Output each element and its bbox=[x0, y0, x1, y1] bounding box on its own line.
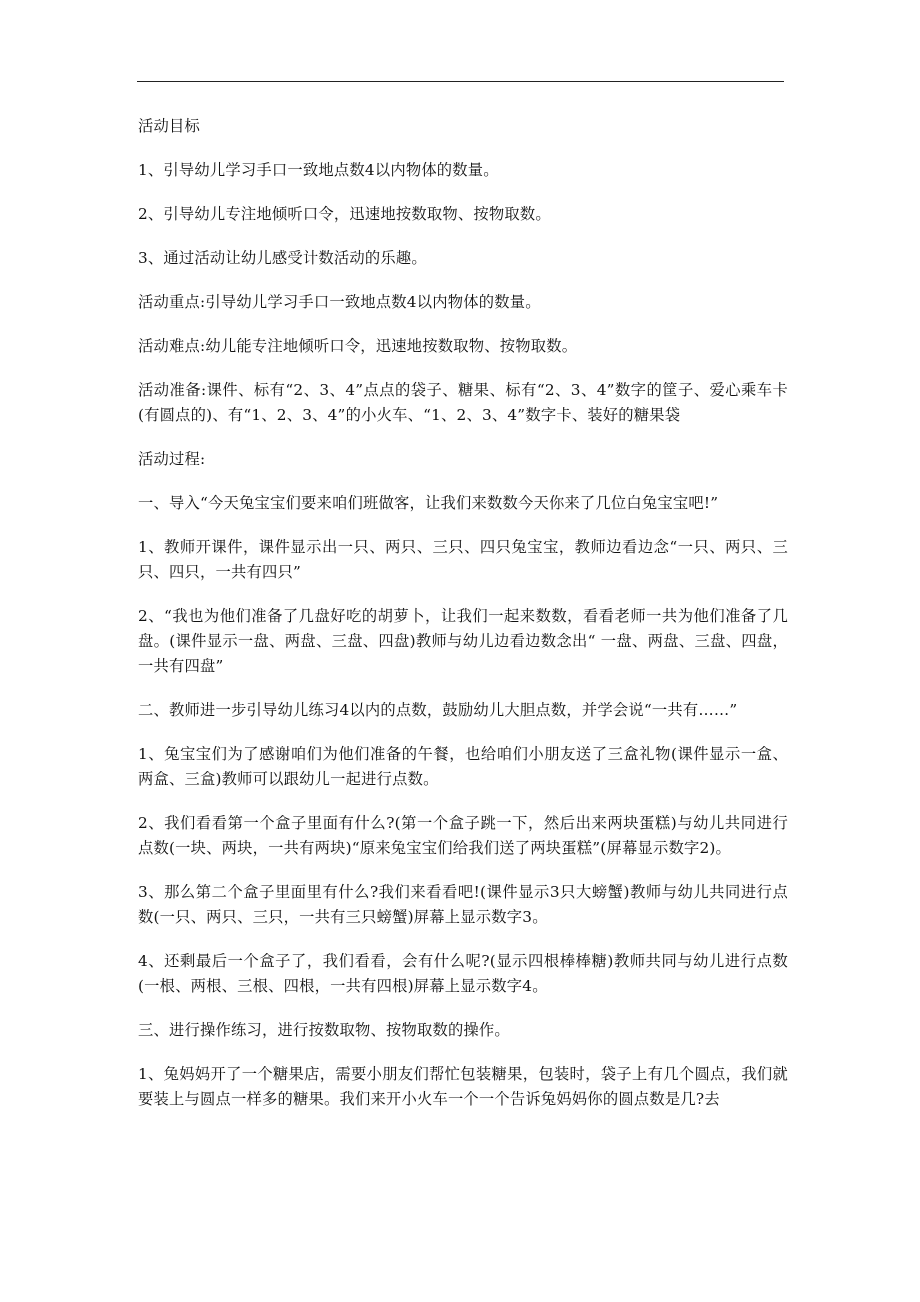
document-body bbox=[138, 114, 788, 1131]
process-step-2-3: 3、那么第二个盒子里面里有什么?我们来看看吧!(课件显示3只大螃蟹)教师与幼儿共同进行点数(一只、两只、三只，一共有三只螃蟹)屏幕上显示数字3。 bbox=[138, 883, 788, 926]
process-step-2-2: 2、我们看看第一个盒子里面有什么?(第一个盒子跳一下，然后出来两块蛋糕)与幼儿共同进行点数(一块、两块，一共有两块)“原来兔宝宝们给我们送了两块蛋糕”(屏幕显示数字2)。 bbox=[138, 814, 788, 857]
section-heading-goals: 活动目标 bbox=[138, 117, 200, 135]
process-step-3-1: 1、兔妈妈开了一个糖果店，需要小朋友们帮忙包装糖果，包装时，袋子上有几个圆点，我们就要装上与圆点一样多的糖果。我们来开小火车一个一个告诉兔妈妈你的圆点数是几?去 bbox=[138, 1065, 788, 1108]
goal-item-2: 2、引导幼儿专注地倾听口令，迅速地按数取物、按物取数。 bbox=[138, 205, 551, 223]
activity-difficulty: 活动难点:幼儿能专注地倾听口令，迅速地按数取物、按物取数。 bbox=[138, 337, 578, 355]
process-step-2-1: 1、兔宝宝们为了感谢咱们为他们准备的午餐，也给咱们小朋友送了三盒礼物(课件显示一盒、两盒、三盒)教师可以跟幼儿一起进行点数。 bbox=[138, 745, 788, 788]
process-part-1: 一、导入“今天兔宝宝们要来咱们班做客，让我们来数数今天你来了几位白兔宝宝吧!” bbox=[138, 494, 719, 512]
process-step-2-4: 4、还剩最后一个盒子了，我们看看，会有什么呢?(显示四根棒棒糖)教师共同与幼儿进行点数(一根、两根、三根、四根，一共有四根)屏幕上显示数字4。 bbox=[138, 952, 788, 995]
header-rule bbox=[137, 81, 784, 82]
goal-item-3: 3、通过活动让幼儿感受计数活动的乐趣。 bbox=[138, 249, 427, 267]
process-part-3: 三、进行操作练习，进行按数取物、按物取数的操作。 bbox=[138, 1021, 510, 1039]
process-step-1-2: 2、“我也为他们准备了几盘好吃的胡萝卜，让我们一起来数数，看看老师一共为他们准备了几盘。(课件显示一盘、两盘、三盘、四盘)教师与幼儿边看边数念出“ 一盘、两盘、三盘、四盘，一共有四盘” bbox=[138, 607, 788, 675]
activity-focus: 活动重点:引导幼儿学习手口一致地点数4以内物体的数量。 bbox=[138, 293, 541, 311]
process-part-2: 二、教师进一步引导幼儿练习4以内的点数，鼓励幼儿大胆点数，并学会说“一共有……” bbox=[138, 701, 738, 719]
goal-item-1: 1、引导幼儿学习手口一致地点数4以内物体的数量。 bbox=[138, 161, 499, 179]
activity-preparation: 活动准备:课件、标有“2、3、4”点点的袋子、糖果、标有“2、3、4”数字的筐子、爱心乘车卡(有圆点的)、有“1、2、3、4”的小火车、“1、2、3、4”数字卡、装好的糖果袋 bbox=[138, 381, 788, 424]
process-step-1-1: 1、教师开课件，课件显示出一只、两只、三只、四只兔宝宝，教师边看边念“一只、两只、三只、四只，一共有四只” bbox=[138, 538, 788, 581]
section-heading-process: 活动过程: bbox=[138, 450, 206, 468]
